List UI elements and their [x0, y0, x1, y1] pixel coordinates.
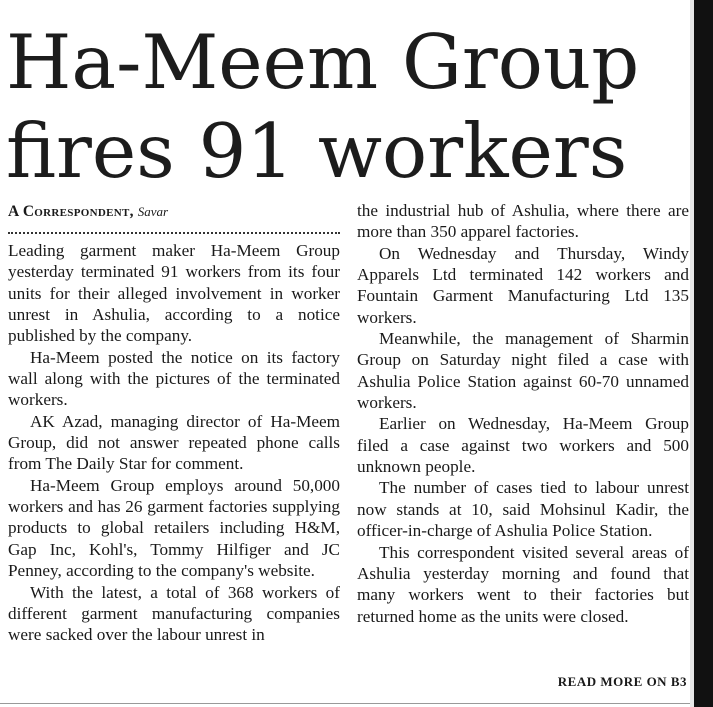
article-paragraph: This correspondent visited several areas of Ashulia yesterday morning and found that many workers went to their factories but returned home as the units were closed.: [357, 542, 689, 626]
article-paragraph: With the latest, a total of 368 workers of different garment manufacturing companies were sacked over the labour unrest in: [8, 582, 340, 645]
bottom-rule: [0, 703, 690, 704]
byline-place: Savar: [137, 204, 169, 219]
article-paragraph: Leading garment maker Ha-Meem Group yesterday terminated 91 workers from its four units for their alleged involvement in worker unrest in Ashulia, according to a notice published by the company.: [8, 241, 340, 346]
headline: [6, 18, 686, 196]
scan-edge-bar: [694, 0, 713, 707]
article-paragraph: Earlier on Wednesday, Ha-Meem Group filed a case against two workers and 500 unknown people.: [357, 414, 689, 477]
byline: [8, 202, 340, 222]
headline-line-1: Ha-Meem Group: [6, 18, 640, 106]
article-paragraph: Ha-Meem posted the notice on its factory wall along with the pictures of the terminated workers.: [8, 347, 340, 410]
read-more-label: READ MORE ON B3: [557, 674, 687, 689]
headline-line-2: fires 91 workers: [6, 107, 628, 195]
article-column-right: [357, 200, 689, 627]
article-column-left: [8, 200, 340, 646]
article-paragraph: The number of cases tied to labour unrest now stands at 10, said Mohsinul Kadir, the officer-in-charge of Ashulia Police Station.: [357, 478, 689, 541]
article-paragraph-continued: the industrial hub of Ashulia, where there are more than 350 apparel factories.: [357, 201, 689, 242]
byline-name: A Correspondent,: [8, 203, 134, 220]
byline-divider: [8, 232, 340, 234]
article-paragraph: Meanwhile, the management of Sharmin Group on Saturday night filed a case with Ashulia Police Station against 60-70 unnamed workers.: [357, 329, 689, 413]
article-paragraph: On Wednesday and Thursday, Windy Apparels Ltd terminated 142 workers and Fountain Garment Manufacturing Ltd 135 workers.: [357, 243, 689, 327]
article-paragraph: AK Azad, managing director of Ha-Meem Group, did not answer repeated phone calls from The Daily Star for comment.: [8, 411, 340, 474]
article-paragraph: Ha-Meem Group employs around 50,000 workers and has 26 garment factories supplying products to global retailers including H&M, Gap Inc, Kohl's, Tommy Hilfiger and JC Penney, according to the company's website.: [8, 475, 340, 581]
